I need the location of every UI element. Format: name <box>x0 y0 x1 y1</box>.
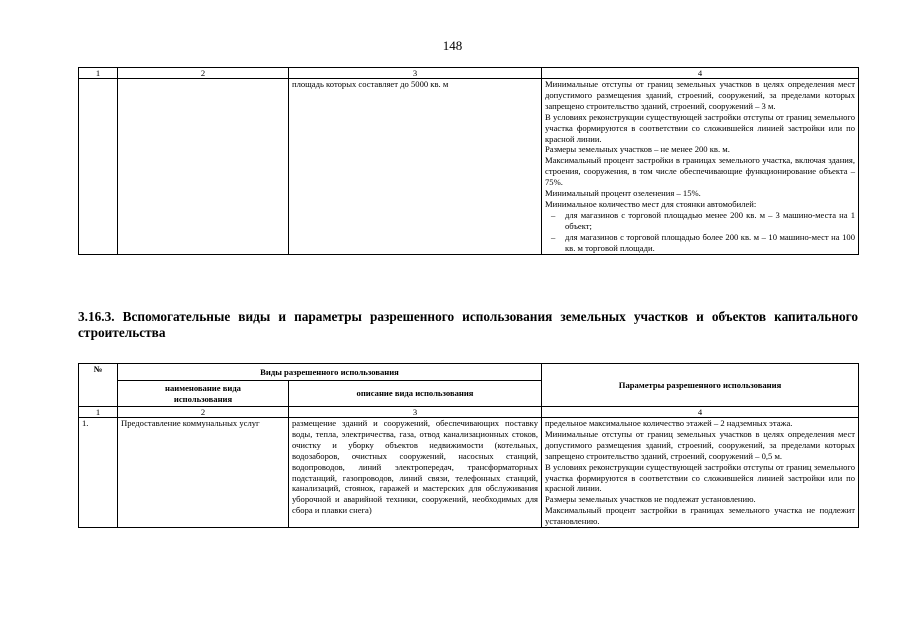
zoning-table-continued <box>78 67 859 255</box>
parameter-paragraph: Минимальные отступы от границ земельных участков в целях определения мест допустимого размещения зданий, строений, сооружений, за пределами которых запрещено строительство зданий, строений, сооружений – 3 м. <box>545 79 855 111</box>
parameter-paragraph: Минимальные отступы от границ земельных участков в целях определения мест допустимого размещения зданий, строений, сооружений, за пределами которых запрещено строительство зданий, строений, сооружений – 0,5 м. <box>545 428 856 461</box>
row-number-cell: 1. <box>79 418 118 528</box>
parameter-paragraph: Размеры земельных участков – не менее 200 кв. м. <box>545 144 730 155</box>
parameter-paragraph: Размеры земельных участков не подлежат установлению. <box>545 494 756 505</box>
list-item <box>545 232 855 254</box>
list-item <box>545 210 855 232</box>
parameter-paragraph: Минимальный процент озеленения – 15%. <box>545 188 701 199</box>
table-header-row <box>79 364 859 381</box>
use-description-column-header: описание вида использования <box>289 381 542 407</box>
parameter-paragraph: Максимальный процент застройки в границах земельного участка не подлежит установлению. <box>545 505 856 527</box>
list-item-text: для магазинов с торговой площадью более 200 кв. м – 10 машино-мест на 100 кв. м торговой площади. <box>565 231 855 253</box>
dash-bullet: – <box>551 209 556 220</box>
row-number-cell <box>79 79 118 255</box>
column-number: 2 <box>118 68 289 79</box>
dash-bullet: – <box>551 231 556 242</box>
page-number: 148 <box>442 38 463 53</box>
use-name-column-header: наименование вида использования <box>118 381 289 407</box>
parameter-paragraph: В условиях реконструкции существующей застройки отступы от границ земельного участка формируются в соответствии со сложившейся линией застройки или по красной линии. <box>545 461 856 494</box>
table-row <box>79 79 859 255</box>
list-item-text: для магазинов с торговой площадью менее 200 кв. м – 3 машино-места на 1 объект; <box>565 209 855 231</box>
use-description-cell: размещение зданий и сооружений, обеспечивающих поставку воды, тепла, электричества, газа, отвод канализационных стоков, очистку и уборку объектов недвижимости (котельных, водозаборов, очистных сооружений, насосных станций, водопроводов, линий электропередач, трансформаторных подстанций, газопроводов, линий связи, телефонных станций, канализаций, стоянок, гаражей и мастерских для обслуживания уборочной и аварийной техники, сооружений, необходимых для сбора и плавки снега) <box>289 418 542 528</box>
parameter-paragraph: Минимальное количество мест для стоянки автомобилей: <box>545 198 757 209</box>
parameter-paragraph: предельное максимальное количество этажей – 2 надземных этажа. <box>545 418 793 428</box>
use-description-cell: площадь которых составляет до 5000 кв. м <box>289 79 542 255</box>
column-number: 2 <box>118 407 289 418</box>
column-number: 4 <box>542 407 859 418</box>
parameter-paragraph: В условиях реконструкции существующей застройки отступы от границ земельного участка формируются в соответствии со сложившейся линией застройки или по красной линии. <box>545 111 855 144</box>
column-number: 3 <box>289 68 542 79</box>
section-heading: 3.16.3. Вспомогательные виды и параметры разрешенного использования земельных участков и объектов капитального строительства <box>78 309 858 340</box>
column-number: 4 <box>542 68 859 79</box>
column-number-row <box>79 68 859 79</box>
parameters-column-header: Параметры разрешенного использования <box>542 364 859 407</box>
table-row <box>79 418 859 528</box>
parameter-paragraph: Максимальный процент застройки в границах земельного участка, включая здания, строения, сооружения, в том числе обеспечивающие функционирование объекта – 75%. <box>545 155 855 188</box>
column-number: 1 <box>79 407 118 418</box>
use-name-cell: Предоставление коммунальных услуг <box>118 418 289 528</box>
auxiliary-uses-table <box>78 363 859 528</box>
column-number: 1 <box>79 68 118 79</box>
parameters-cell <box>542 418 859 528</box>
parameters-cell <box>542 79 859 255</box>
use-name-cell <box>118 79 289 255</box>
number-column-header: № <box>79 364 118 407</box>
column-number-row <box>79 407 859 418</box>
column-number: 3 <box>289 407 542 418</box>
use-types-group-header: Виды разрешенного использования <box>118 364 542 381</box>
